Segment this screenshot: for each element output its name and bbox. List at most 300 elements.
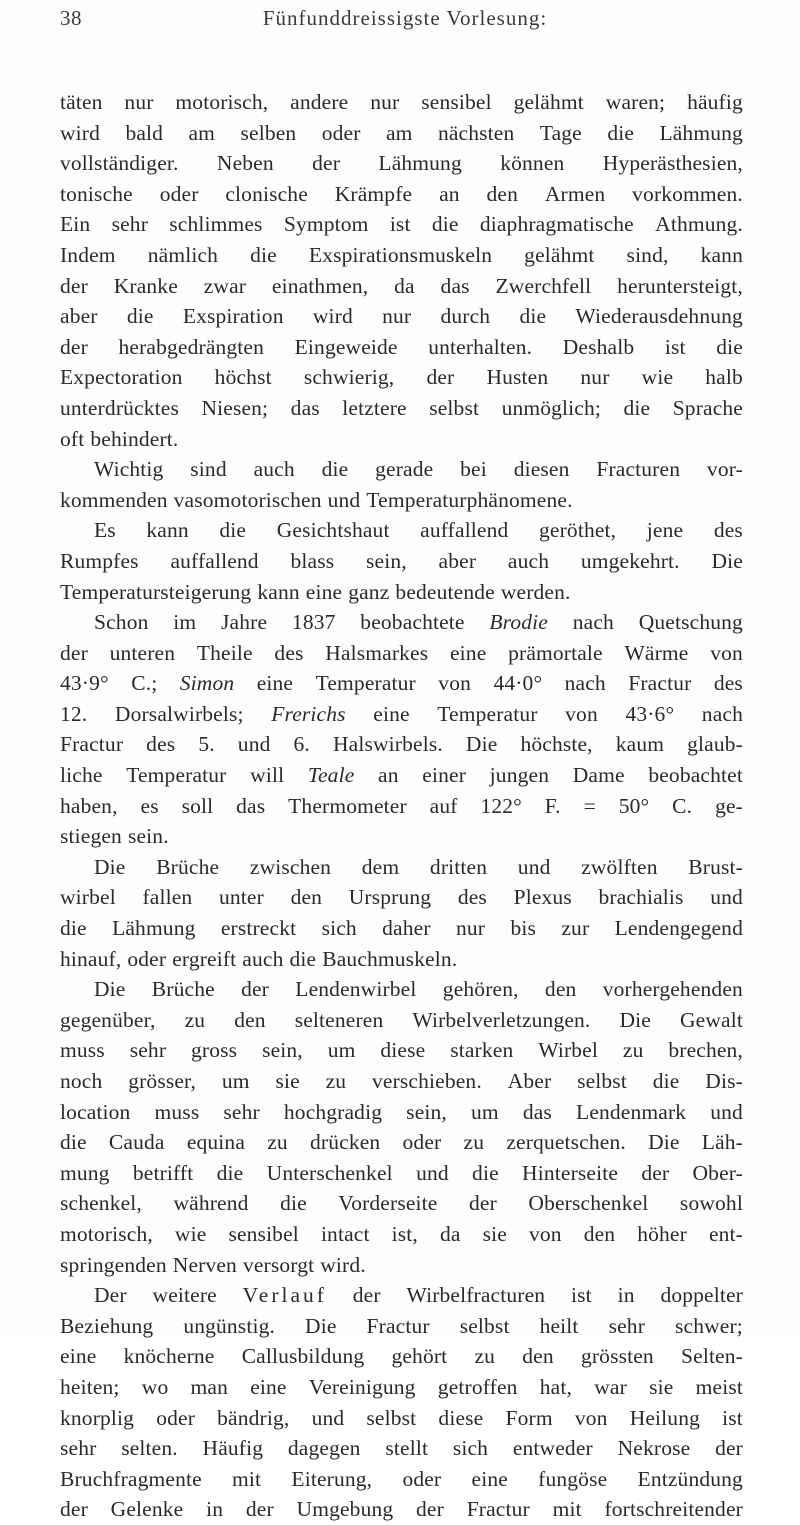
word: grösser, — [128, 1069, 197, 1093]
text-line — [60, 974, 743, 1005]
word: Tage — [539, 120, 582, 145]
word: wo — [141, 1374, 169, 1399]
word: Ursprung — [348, 885, 432, 910]
word: Aber — [507, 1069, 552, 1093]
text-line — [60, 424, 743, 455]
word: grössten — [580, 1344, 654, 1369]
word: Thermometer — [288, 793, 407, 818]
word: jene — [646, 518, 684, 543]
word: Hinterseite — [522, 1160, 619, 1185]
word: und — [710, 885, 743, 910]
word: Brodie — [489, 610, 548, 635]
word: diese — [380, 1038, 426, 1063]
word: sensibel — [228, 1221, 299, 1246]
text-line — [60, 485, 743, 516]
word: nur — [580, 365, 610, 390]
page-number: 38 — [60, 6, 82, 30]
word: daher — [382, 916, 431, 941]
word: von — [710, 640, 743, 665]
word: Ober- — [692, 1160, 743, 1185]
word: Zwerchfell — [495, 273, 592, 298]
word: location — [60, 1099, 131, 1124]
word: Fractur — [60, 732, 124, 757]
word: muss — [154, 1099, 200, 1124]
word: von — [438, 671, 471, 696]
word: ergreift — [172, 946, 237, 971]
word: haben, — [60, 793, 118, 818]
word: nur — [370, 90, 400, 114]
word: von — [565, 701, 598, 726]
word: um — [471, 1099, 499, 1124]
word: motorisch, — [175, 90, 269, 114]
text-line — [60, 209, 743, 240]
text-line — [60, 515, 743, 546]
word: Husten — [486, 365, 549, 390]
word: von — [528, 1221, 562, 1246]
word: der — [60, 273, 88, 298]
word: die — [472, 1160, 499, 1185]
word: beobachtet — [648, 763, 743, 788]
word: Wirbel — [538, 1038, 598, 1063]
word: Halsmarkes — [325, 640, 429, 665]
text-line — [60, 944, 743, 975]
word: Neben — [216, 151, 274, 176]
word: vasomotorischen — [173, 487, 322, 512]
word: oder — [402, 1466, 442, 1491]
word: umgekehrt. — [580, 548, 680, 573]
word: oder — [402, 1130, 442, 1155]
word: wirbel — [60, 885, 116, 910]
word: von — [574, 1405, 608, 1430]
text-line — [60, 1464, 743, 1495]
word: mung — [60, 1160, 110, 1185]
word: 43·6° — [625, 701, 675, 726]
word: muss — [60, 1038, 105, 1063]
word: ungünstig. — [183, 1313, 276, 1338]
word: Athmung. — [655, 212, 743, 237]
word: unterhalten. — [428, 334, 533, 359]
word: selbst — [577, 1069, 627, 1093]
word: sehr — [129, 1038, 167, 1063]
word: die — [431, 212, 459, 237]
word: ist — [722, 1405, 743, 1430]
word: sie — [482, 1221, 507, 1246]
word: sich — [321, 916, 357, 941]
word: Vorderseite — [338, 1191, 438, 1216]
word: während — [173, 1191, 249, 1216]
word: der — [245, 1497, 274, 1522]
word: mit — [552, 1497, 582, 1522]
word: selten. — [121, 1436, 178, 1461]
word: unmöglich; — [501, 395, 602, 420]
word: wird — [60, 120, 101, 145]
word: geröthet, — [539, 518, 617, 543]
word: gelähmt — [524, 242, 595, 267]
text-line — [60, 179, 743, 210]
word: Cauda — [108, 1130, 165, 1155]
word: beobachtete — [360, 610, 465, 635]
word: Simon — [179, 671, 235, 696]
word: Exspiration — [182, 304, 284, 329]
word: die — [289, 946, 317, 971]
text-line — [60, 1035, 743, 1066]
word: Temperaturphänomene. — [366, 487, 573, 512]
word: Plexus — [513, 885, 572, 910]
word: höchste, — [520, 732, 593, 757]
word: zerquetschen. — [506, 1130, 626, 1155]
word: aber — [438, 548, 477, 573]
word: starken — [450, 1038, 514, 1063]
word: Wiederausdehnung — [575, 304, 743, 329]
word: Sprache — [672, 395, 743, 420]
word: auch — [507, 548, 550, 573]
text-line — [60, 1158, 743, 1189]
word: Jahre — [221, 610, 268, 635]
text-line — [60, 577, 743, 608]
word: dagegen — [287, 1436, 361, 1461]
word: letztere — [342, 395, 407, 420]
word: sein. — [127, 824, 169, 849]
word: durch — [440, 304, 491, 329]
word: ist — [571, 1283, 592, 1308]
word: liche — [60, 763, 103, 788]
text-line — [60, 760, 743, 791]
word: kann — [257, 579, 300, 604]
word: sehr — [60, 1436, 97, 1461]
word: herabgedrängten — [118, 334, 265, 359]
word: vorhergehenden — [602, 977, 743, 1002]
word: Es — [94, 518, 116, 543]
word: das — [290, 395, 320, 420]
word: die — [321, 457, 349, 482]
word: zu — [184, 1007, 206, 1032]
word: Expectoration — [60, 365, 183, 390]
word: Symptom — [283, 212, 369, 237]
word: oder — [159, 181, 199, 206]
word: höchst — [214, 365, 272, 390]
word: eine — [305, 579, 343, 604]
word: vorkommen. — [632, 181, 743, 206]
word: bändrig, — [217, 1405, 290, 1430]
word: eine — [250, 1374, 287, 1399]
word: Die — [619, 1007, 651, 1032]
word: Temperatursteigerung — [60, 579, 252, 604]
word: selbst — [459, 1313, 510, 1338]
word: selben — [240, 120, 297, 145]
word: einer — [422, 763, 467, 788]
word: 12. — [60, 701, 88, 726]
word: Unterschenkel — [266, 1160, 393, 1185]
word: Läh- — [701, 1130, 743, 1155]
word: Armen — [544, 181, 606, 206]
text-line — [60, 1311, 743, 1342]
word: 44·0° — [493, 671, 543, 696]
word: ist — [389, 212, 411, 237]
word: jungen — [489, 763, 550, 788]
word: meist — [695, 1374, 743, 1399]
word: doppelter — [660, 1283, 743, 1308]
word: am — [385, 120, 413, 145]
text-line — [60, 1341, 743, 1372]
text-line — [60, 1066, 743, 1097]
word: die — [60, 1130, 87, 1155]
word: Lendengegend — [614, 916, 743, 941]
text-line — [60, 1219, 743, 1250]
word: behindert. — [90, 426, 179, 451]
word: Exspirationsmuskeln — [308, 242, 493, 267]
word: man — [190, 1374, 229, 1399]
word: waren; — [605, 90, 666, 114]
word: gross — [191, 1038, 238, 1063]
word: der — [426, 365, 455, 390]
text-line — [60, 1005, 743, 1036]
word: heiten; — [60, 1374, 120, 1399]
word: Lähmung — [378, 151, 462, 176]
word: der — [641, 1160, 670, 1185]
word: tonische — [60, 181, 133, 206]
word: nur — [456, 916, 486, 941]
text-line — [60, 1097, 743, 1128]
word: Die — [94, 977, 126, 1002]
word: sich — [452, 1436, 489, 1461]
word: selbst — [429, 395, 480, 420]
word: gerade — [375, 457, 434, 482]
word: Schon — [94, 610, 149, 635]
word: um — [327, 1038, 356, 1063]
text-line — [60, 852, 743, 883]
word: auch — [253, 457, 295, 482]
word: Die — [465, 732, 498, 757]
word: C. — [672, 793, 693, 818]
word: Gelenke — [110, 1497, 184, 1522]
word: war — [594, 1374, 627, 1399]
text-line — [60, 882, 743, 913]
word: schwierig, — [303, 365, 395, 390]
word: wird. — [320, 1252, 366, 1277]
word: Vereinigung — [308, 1374, 416, 1399]
word: Heilung — [629, 1405, 701, 1430]
word: weitere — [152, 1283, 217, 1308]
word: fortschreitender — [604, 1497, 743, 1522]
word: des — [274, 640, 304, 665]
word: hochgradig — [283, 1099, 383, 1124]
word: diese — [438, 1405, 484, 1430]
word: sein, — [366, 548, 407, 573]
word: des — [457, 885, 487, 910]
word: eine — [256, 671, 294, 696]
word: Dame — [572, 763, 625, 788]
word: Gesichtshaut — [276, 518, 390, 543]
word: das — [522, 1099, 552, 1124]
word: zwar — [203, 273, 247, 298]
word: brachialis — [598, 885, 684, 910]
word: zu — [325, 1069, 347, 1093]
word: Nekrose — [617, 1436, 691, 1461]
word: Fractur — [628, 671, 692, 696]
word: in — [617, 1283, 635, 1308]
word: nach — [701, 701, 743, 726]
word: gehört — [391, 1344, 448, 1369]
word: diaphragmatische — [479, 212, 634, 237]
word: zwölften — [581, 854, 658, 879]
text-line — [60, 546, 743, 577]
text-line — [60, 607, 743, 638]
text-line — [60, 454, 743, 485]
word: die — [60, 916, 87, 941]
word: die — [126, 304, 154, 329]
word: nur — [382, 304, 412, 329]
word: oft — [60, 426, 85, 451]
word: versorgt — [242, 1252, 315, 1277]
word: heilt — [539, 1313, 579, 1338]
word: heruntersteigt, — [617, 273, 743, 298]
word: den — [583, 1221, 616, 1246]
word: halb — [705, 365, 743, 390]
word: fungöse — [538, 1466, 608, 1491]
word: und — [327, 487, 361, 512]
word: selteneren — [294, 1007, 384, 1032]
word: verschieben. — [372, 1069, 482, 1093]
word: dritten — [429, 854, 488, 879]
word: nach — [572, 610, 614, 635]
word: oder — [156, 1405, 196, 1430]
word: 6. — [293, 732, 310, 757]
word: und — [517, 854, 551, 879]
word: diesen — [513, 457, 570, 482]
text-line — [60, 1494, 743, 1525]
word: F. — [544, 793, 561, 818]
text-line — [60, 332, 743, 363]
word: ist, — [391, 1221, 418, 1246]
word: zur — [561, 916, 590, 941]
word: gegenüber, — [60, 1007, 156, 1032]
word: Niesen; — [201, 395, 269, 420]
text-line — [60, 240, 743, 271]
word: zwischen — [249, 854, 332, 879]
word: mit — [232, 1466, 262, 1491]
word: Brüche — [156, 854, 220, 879]
word: eine — [471, 1466, 508, 1491]
word: der — [241, 977, 269, 1002]
word: vollständiger. — [60, 151, 179, 176]
word: ge- — [715, 793, 743, 818]
word: knorplig — [60, 1405, 135, 1430]
word: der — [715, 1436, 743, 1461]
word: aber — [60, 304, 98, 329]
text-line — [60, 393, 743, 424]
text-line — [60, 1403, 743, 1434]
word: Die — [711, 548, 743, 573]
word: 5. — [198, 732, 215, 757]
word: stiegen — [60, 824, 122, 849]
word: können — [500, 151, 565, 176]
word: sein, — [406, 1099, 447, 1124]
word: Oberschenkel — [528, 1191, 649, 1216]
word: Rumpfes — [60, 548, 139, 573]
word: ent- — [708, 1221, 743, 1246]
word: equina — [186, 1130, 246, 1155]
word: Nerven — [172, 1252, 237, 1277]
word: kann — [700, 242, 743, 267]
word: des — [713, 518, 743, 543]
word: Wärme — [624, 640, 689, 665]
word: sensibel — [421, 90, 492, 114]
word: brechen, — [668, 1038, 743, 1063]
word: blass — [290, 548, 335, 573]
body-text — [60, 87, 743, 1525]
word: des — [146, 732, 176, 757]
word: motorisch, — [60, 1221, 153, 1246]
word: Verlauf — [242, 1283, 327, 1308]
word: unterdrücktes — [60, 395, 179, 420]
word: ganz — [348, 579, 390, 604]
text-line — [60, 362, 743, 393]
word: Entzündung — [637, 1466, 743, 1491]
word: vor- — [706, 457, 743, 482]
word: die — [280, 1191, 307, 1216]
word: soll — [181, 793, 214, 818]
word: sie — [649, 1374, 674, 1399]
word: will — [250, 763, 285, 788]
word: kaum — [615, 732, 665, 757]
word: Wirbelverletzungen. — [412, 1007, 591, 1032]
word: = — [583, 793, 596, 818]
word: 50° — [618, 793, 650, 818]
word: einathmen, — [271, 273, 369, 298]
word: um — [221, 1069, 250, 1093]
word: auf — [429, 793, 458, 818]
word: das — [440, 273, 470, 298]
word: der — [60, 334, 88, 359]
word: nämlich — [147, 242, 219, 267]
word: Deshalb — [562, 334, 635, 359]
word: nächsten — [437, 120, 515, 145]
word: bald — [125, 120, 164, 145]
word: Wichtig — [94, 457, 164, 482]
word: da — [439, 1221, 461, 1246]
word: fallen — [142, 885, 193, 910]
word: Hyperästhesien, — [602, 151, 743, 176]
word: Gewalt — [680, 1007, 743, 1032]
word: Callusbildung — [241, 1344, 365, 1369]
word: ist — [664, 334, 686, 359]
word: die — [219, 518, 247, 543]
word: in — [206, 1497, 224, 1522]
word: die — [607, 120, 635, 145]
text-line — [60, 271, 743, 302]
word: der — [352, 1283, 381, 1308]
word: Krämpfe — [334, 181, 413, 206]
word: drücken — [310, 1130, 381, 1155]
word: noch — [60, 1069, 103, 1093]
word: auch — [242, 946, 284, 971]
word: Eingeweide — [294, 334, 398, 359]
word: dem — [361, 854, 400, 879]
word: getroffen — [437, 1374, 518, 1399]
word: Brust- — [688, 854, 743, 879]
word: da — [394, 273, 415, 298]
word: und — [237, 732, 271, 757]
text-line — [60, 668, 743, 699]
word: bedeutende — [395, 579, 495, 604]
text-line — [60, 1188, 743, 1219]
word: die — [216, 1160, 244, 1185]
word: höher — [637, 1221, 687, 1246]
text-line — [60, 821, 743, 852]
word: wird — [312, 304, 353, 329]
word: Fractur — [466, 1497, 530, 1522]
word: die — [519, 304, 547, 329]
